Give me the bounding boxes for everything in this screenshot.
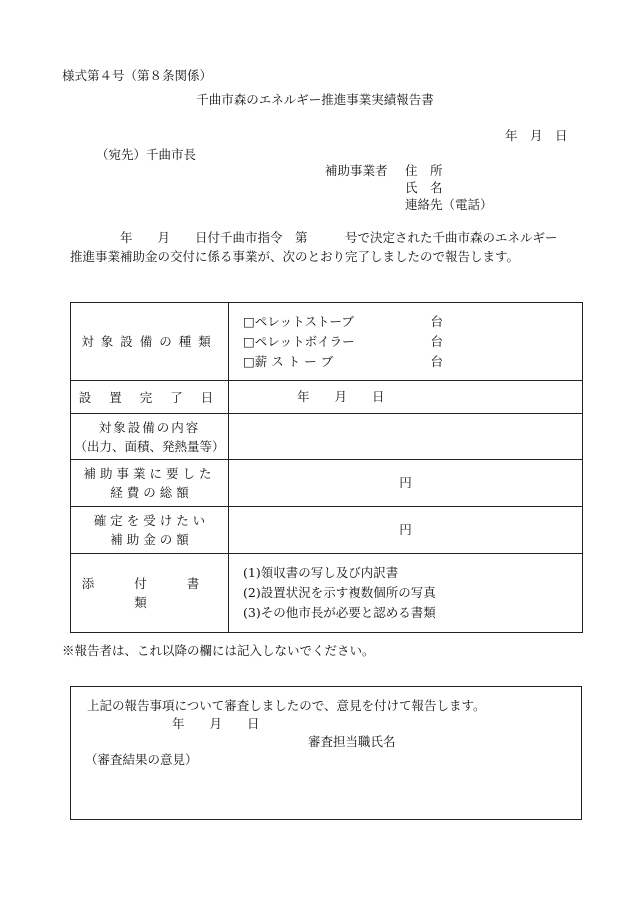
subsidy-amount-value[interactable]: 円	[229, 507, 583, 554]
equipment-option[interactable]: □ペレットボイラー 台	[243, 333, 443, 349]
applicant-label: 補助事業者	[325, 163, 388, 178]
equipment-option[interactable]: □ペレットストーブ 台	[243, 313, 443, 329]
equipment-option[interactable]: □薪 ス ト ー ブ 台	[243, 353, 443, 369]
table-row	[71, 507, 583, 554]
total-cost-label: 補助事業に要した 経 費 の 総 額	[71, 460, 229, 507]
attachment-item: (1)領収書の写し及び内訳書	[243, 565, 399, 580]
equipment-type-options	[229, 303, 583, 381]
subsidy-amount-label: 確 定 を 受 け た い 補 助 金 の 額	[71, 507, 229, 554]
review-box	[70, 686, 582, 820]
report-date: 年 月 日	[505, 128, 568, 143]
form-number: 様式第４号（第８条関係）	[62, 68, 213, 83]
report-table	[70, 302, 583, 633]
review-opinion-label: （審査結果の意見）	[85, 752, 198, 767]
document-title: 千曲市森のエネルギー推進事業実績報告書	[196, 92, 434, 107]
completion-date-value[interactable]: 年 月 日	[229, 381, 583, 414]
address-label: 住 所	[405, 163, 443, 178]
attachment-item: (2)設置状況を示す複数個所の写真	[243, 585, 436, 600]
reporter-note: ※報告者は、これ以降の欄には記入しないでください。	[62, 643, 375, 658]
table-row	[71, 554, 583, 633]
attachments-list	[229, 554, 583, 633]
table-row	[71, 414, 583, 460]
review-date: 年 月 日	[172, 716, 260, 731]
review-statement: 上記の報告事項について審査しましたので、意見を付けて報告します。	[87, 698, 486, 713]
equipment-content-value[interactable]	[229, 414, 583, 460]
reviewer-name-label: 審査担当職氏名	[308, 734, 396, 749]
table-row	[71, 303, 583, 381]
attachment-item: (3)その他市長が必要と認める書類	[243, 605, 436, 620]
completion-date-label: 設 置 完 了 日	[71, 381, 229, 414]
equipment-content-label: 対象設備の内容 （出力、面積、発熱量等）	[71, 414, 229, 460]
table-row	[71, 460, 583, 507]
contact-label: 連絡先（電話）	[405, 197, 493, 212]
addressee: （宛先）千曲市長	[96, 147, 197, 162]
equipment-type-label: 対象設備の種類	[71, 303, 229, 381]
body-paragraph: 年 月 日付千曲市指令 第 号で決定された千曲市森のエネルギー推進事業補助金の交付に係る事業が、次のとおり完了しましたので報告します。	[70, 230, 558, 264]
total-cost-value[interactable]: 円	[229, 460, 583, 507]
name-label: 氏 名	[405, 180, 443, 195]
table-row	[71, 381, 583, 414]
attachments-label: 添 付 書 類	[71, 554, 229, 633]
